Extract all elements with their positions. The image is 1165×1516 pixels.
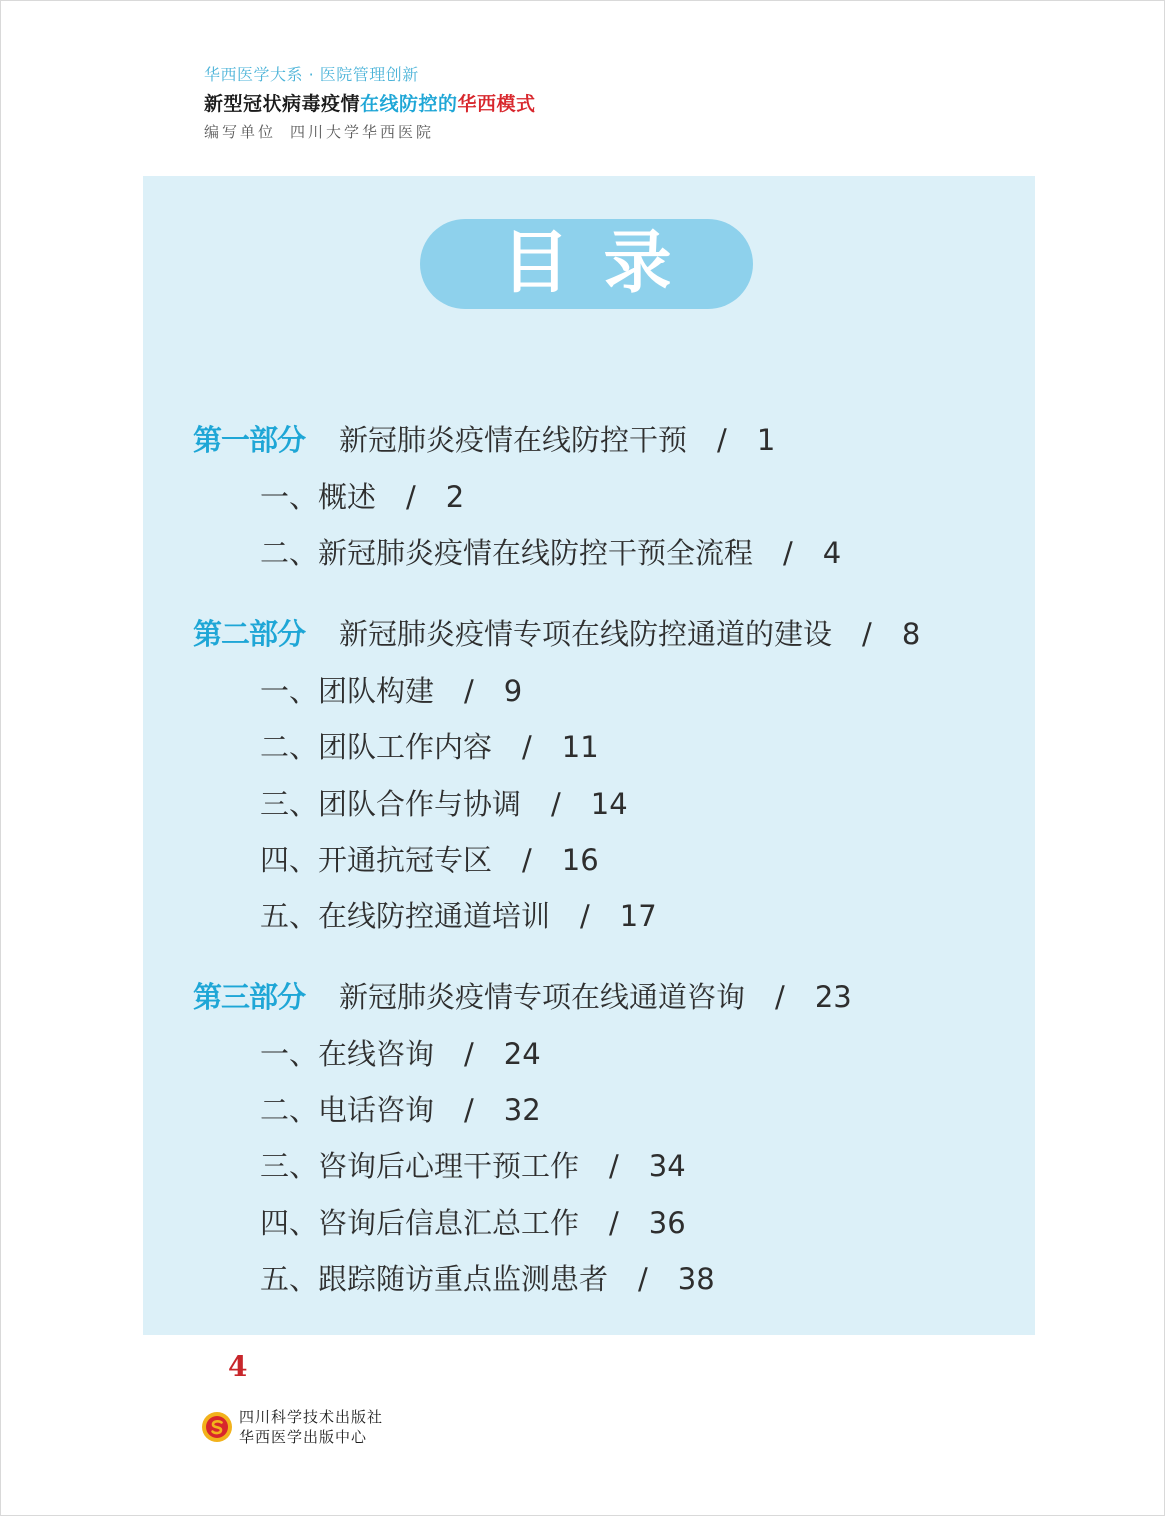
publisher-line-1: 四川科学技术出版社 <box>239 1408 384 1426</box>
page-ref: 24 <box>503 1037 541 1071</box>
series-name: 华西医学大系 · 医院管理创新 <box>204 65 419 84</box>
toc-item-row[interactable] <box>260 1034 541 1074</box>
book-title-part-2: 在线防控的 <box>360 93 458 115</box>
publisher-text <box>239 1407 383 1447</box>
separator: / <box>783 536 793 570</box>
toc-part-row[interactable] <box>193 614 920 654</box>
page-number: 4 <box>228 1350 248 1383</box>
toc-item-row[interactable] <box>260 727 599 767</box>
separator: / <box>406 480 416 514</box>
toc-item-row[interactable] <box>260 477 464 517</box>
page-ref: 38 <box>677 1262 715 1296</box>
item-title: 一、概述 <box>260 480 377 514</box>
separator: / <box>775 980 785 1014</box>
item-title: 三、团队合作与协调 <box>260 787 522 821</box>
toc-item-row[interactable] <box>260 671 522 711</box>
separator: / <box>551 787 561 821</box>
page-ref: 2 <box>445 480 465 514</box>
page-ref: 4 <box>822 536 842 570</box>
toc-item-row[interactable] <box>260 1146 686 1186</box>
item-title: 五、跟踪随访重点监测患者 <box>260 1262 609 1296</box>
toc-item-row[interactable] <box>260 840 599 880</box>
separator: / <box>580 899 590 933</box>
toc-heading-pill <box>420 219 753 309</box>
book-title <box>204 92 536 116</box>
item-title: 三、咨询后心理干预工作 <box>260 1149 580 1183</box>
book-title-part-1: 新型冠状病毒疫情 <box>204 93 361 115</box>
separator: / <box>862 617 872 651</box>
page-ref: 9 <box>503 674 523 708</box>
page-header <box>204 64 536 142</box>
separator: / <box>522 843 532 877</box>
separator: / <box>464 674 474 708</box>
separator: / <box>464 1093 474 1127</box>
publisher-line-2: 华西医学出版中心 <box>239 1428 368 1446</box>
part-title: 新冠肺炎疫情专项在线防控通道的建设 <box>339 617 833 651</box>
item-title: 四、开通抗冠专区 <box>260 843 493 877</box>
toc-item-row[interactable] <box>260 1203 686 1243</box>
part-title: 新冠肺炎疫情专项在线通道咨询 <box>339 980 746 1014</box>
publisher-logo-icon <box>201 1411 233 1443</box>
item-title: 五、在线防控通道培训 <box>260 899 551 933</box>
part-label: 第一部分 <box>193 423 306 457</box>
separator: / <box>638 1262 648 1296</box>
page-ref: 16 <box>561 843 599 877</box>
author-line <box>204 122 536 142</box>
page-ref: 11 <box>561 730 599 764</box>
separator: / <box>717 423 727 457</box>
toc-part-row[interactable] <box>193 420 775 460</box>
toc-item-row[interactable] <box>260 533 841 573</box>
page-ref: 32 <box>503 1093 541 1127</box>
author-name: 四川大学华西医院 <box>290 123 435 141</box>
author-label: 编写单位 <box>204 123 277 141</box>
page-ref: 36 <box>648 1206 686 1240</box>
page-ref: 17 <box>619 899 657 933</box>
toc-heading: 目录 <box>501 224 706 303</box>
toc-item-row[interactable] <box>260 1259 715 1299</box>
page-ref: 14 <box>590 787 628 821</box>
part-title: 新冠肺炎疫情在线防控干预 <box>339 423 688 457</box>
toc-item-row[interactable] <box>260 784 628 824</box>
toc-item-row[interactable] <box>260 896 657 936</box>
toc-item-row[interactable] <box>260 1090 541 1130</box>
separator: / <box>522 730 532 764</box>
part-label: 第三部分 <box>193 980 306 1014</box>
separator: / <box>609 1206 619 1240</box>
publisher-block <box>201 1407 383 1447</box>
item-title: 一、在线咨询 <box>260 1037 435 1071</box>
book-title-part-3: 华西模式 <box>457 93 536 115</box>
page-ref: 1 <box>756 423 776 457</box>
item-title: 二、电话咨询 <box>260 1093 435 1127</box>
item-title: 二、团队工作内容 <box>260 730 493 764</box>
page-ref: 34 <box>648 1149 686 1183</box>
toc-part-row[interactable] <box>193 977 852 1017</box>
item-title: 二、新冠肺炎疫情在线防控干预全流程 <box>260 536 754 570</box>
item-title: 四、咨询后信息汇总工作 <box>260 1206 580 1240</box>
page-ref: 8 <box>901 617 921 651</box>
toc-panel <box>143 176 1035 1335</box>
page-ref: 23 <box>814 980 852 1014</box>
part-label: 第二部分 <box>193 617 306 651</box>
separator: / <box>464 1037 474 1071</box>
item-title: 一、团队构建 <box>260 674 435 708</box>
separator: / <box>609 1149 619 1183</box>
